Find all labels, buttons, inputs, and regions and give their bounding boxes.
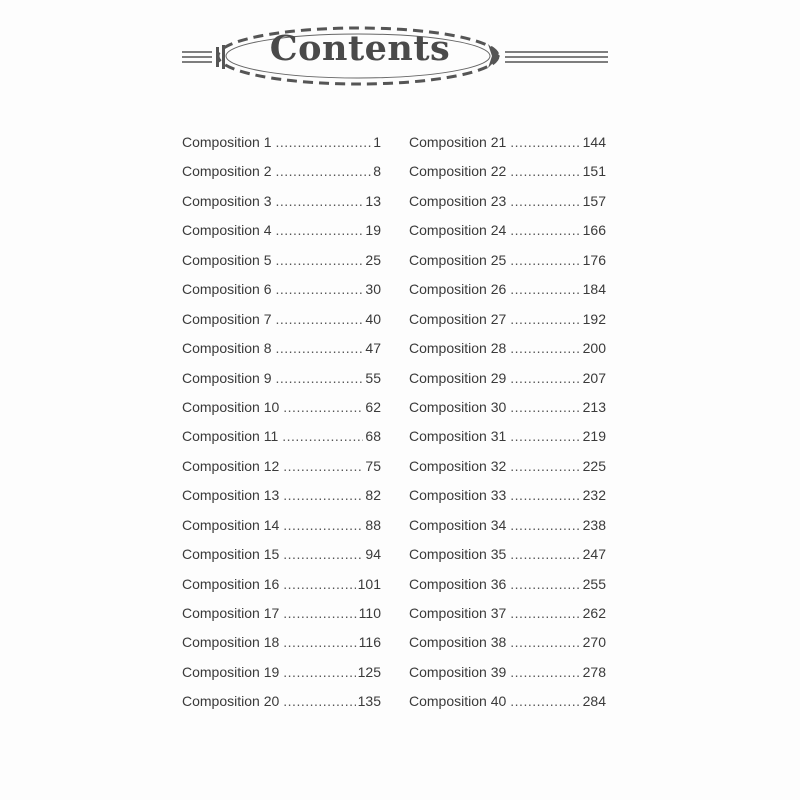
toc-entry-label: Composition 22 [409,163,507,180]
toc-entry-page: 144 [582,134,606,150]
toc-entry-page: 1 [373,134,381,150]
toc-leader-dots [276,364,364,393]
toc-leader-dots [276,334,364,363]
toc-leader-dots [510,628,580,657]
toc-leader-dots [283,540,363,569]
toc-leader-dots [283,511,363,540]
toc-entry [409,628,606,657]
toc-entry [409,422,606,451]
toc-entry-page: 47 [365,340,381,357]
toc-leader-dots [510,687,580,716]
toc-entry-label: Composition 39 [409,663,507,680]
toc-entry-page: 25 [365,251,381,268]
toc-leader-dots [510,393,580,422]
toc-entry [409,393,606,422]
toc-entry-page: 82 [365,487,381,504]
toc-entry-label: Composition 21 [409,134,507,150]
toc-entry-page: 19 [365,222,381,239]
toc-entry-page: 207 [582,369,606,386]
toc-entry-label: Composition 29 [409,369,507,386]
toc-leader-dots [283,599,356,628]
toc-entry [409,128,606,157]
toc-entry-page: 116 [358,634,381,651]
toc-entry-label: Composition 15 [182,546,280,563]
toc-column-left [182,128,381,717]
toc-entry [409,658,606,687]
toc-entry-page: 88 [365,516,381,533]
toc-leader-dots [276,246,364,275]
toc-leader-dots [276,157,372,186]
toc-entry [409,305,606,334]
toc-entry [409,364,606,393]
toc-leader-dots [510,305,580,334]
toc-entry [182,422,381,451]
toc-entry-page: 255 [582,575,606,592]
toc-entry-label: Composition 33 [409,487,507,504]
toc-leader-dots [282,422,363,451]
toc-entry-label: Composition 36 [409,575,507,592]
toc-entry [182,687,381,716]
toc-entry [409,187,606,216]
toc-entry [182,216,381,245]
toc-entry [409,275,606,304]
toc-entry [182,364,381,393]
toc-entry-page: 213 [582,398,606,415]
toc-leader-dots [510,187,580,216]
toc-entry-label: Composition 25 [409,251,507,268]
toc-entry-label: Composition 10 [182,398,280,415]
toc-leader-dots [276,187,364,216]
toc-entry [182,334,381,363]
toc-entry [409,334,606,363]
toc-entry-page: 232 [582,487,606,504]
toc-entry [409,687,606,716]
toc-entry-page: 8 [373,163,381,180]
toc-entry [182,128,381,157]
toc-entry [182,452,381,481]
toc-entry-page: 192 [582,310,606,327]
toc-entry-page: 184 [582,281,606,298]
toc-entry-label: Composition 31 [409,428,507,445]
toc-entry-page: 176 [582,251,606,268]
toc-entry-label: Composition 16 [182,575,280,592]
toc-entry-page: 262 [582,605,606,621]
toc-entry-label: Composition 24 [409,222,507,239]
toc-entry-page: 278 [582,663,606,680]
contents-header [0,0,800,110]
toc-entry-page: 247 [582,546,606,563]
toc-entry [182,157,381,186]
toc-entry [409,570,606,599]
toc-entry-label: Composition 7 [182,310,272,327]
toc-entry [409,452,606,481]
toc-entry-label: Composition 23 [409,192,507,209]
toc-entry [409,246,606,275]
toc-entry [182,187,381,216]
toc-entry [409,157,606,186]
toc-entry-label: Composition 19 [182,663,280,680]
toc-entry-label: Composition 32 [409,457,507,474]
toc-entry-page: 284 [582,693,606,710]
toc-leader-dots [283,628,356,657]
toc-leader-dots [283,570,355,599]
toc-leader-dots [510,570,580,599]
toc-leader-dots [510,658,580,687]
left-rule [182,52,212,62]
toc-entry-page: 101 [357,575,381,592]
toc-leader-dots [510,246,580,275]
toc-entry-label: Composition 40 [409,693,507,710]
toc-column-right [409,128,606,717]
toc-entry [182,511,381,540]
toc-entry-label: Composition 37 [409,605,507,621]
toc-entry [409,481,606,510]
toc-entry-label: Composition 18 [182,634,280,651]
toc-entry-page: 110 [358,605,381,621]
toc-entry-label: Composition 14 [182,516,280,533]
toc-entry-label: Composition 13 [182,487,280,504]
toc-leader-dots [510,275,580,304]
toc-entry-label: Composition 4 [182,222,272,239]
toc-leader-dots [283,393,363,422]
toc-entry-page: 200 [582,340,606,357]
toc-leader-dots [276,128,372,157]
toc-leader-dots [283,658,355,687]
toc-entry-page: 166 [582,222,606,239]
toc-entry [182,599,381,628]
toc-entry-label: Composition 3 [182,192,272,209]
toc-entry-label: Composition 17 [182,605,280,621]
toc-leader-dots [276,216,364,245]
toc-entry-label: Composition 6 [182,281,272,298]
toc-entry-page: 225 [582,457,606,474]
toc-entry-page: 157 [582,192,606,209]
toc-entry-page: 270 [582,634,606,651]
toc-leader-dots [510,511,580,540]
toc-entry-page: 219 [582,428,606,445]
toc-entry [409,511,606,540]
toc-entry-page: 238 [582,516,606,533]
toc-entry-label: Composition 20 [182,693,280,710]
toc-entry [182,570,381,599]
toc-entry-page: 40 [365,310,381,327]
toc-entry [409,216,606,245]
toc-leader-dots [510,599,580,628]
toc-entry-label: Composition 9 [182,369,272,386]
toc-leader-dots [510,422,580,451]
toc-entry [182,540,381,569]
toc-entry-label: Composition 8 [182,340,272,357]
toc-leader-dots [510,128,580,157]
toc-entry [182,275,381,304]
toc-entry-page: 13 [365,192,381,209]
toc-entry-label: Composition 12 [182,457,280,474]
toc-entry-label: Composition 34 [409,516,507,533]
toc-entry-page: 151 [582,163,606,180]
toc-entry-page: 30 [365,281,381,298]
toc-entry-page: 62 [365,398,381,415]
toc-leader-dots [510,334,580,363]
toc-leader-dots [510,216,580,245]
toc-leader-dots [510,481,580,510]
toc-leader-dots [510,364,580,393]
toc-entry-label: Composition 35 [409,546,507,563]
toc-entry-page: 75 [365,457,381,474]
toc-entry [409,540,606,569]
toc-entry [182,305,381,334]
toc-entry-label: Composition 2 [182,163,272,180]
toc-leader-dots [283,687,355,716]
toc-leader-dots [510,157,580,186]
toc-entry-label: Composition 28 [409,340,507,357]
toc-entry [182,628,381,657]
toc-entry-label: Composition 26 [409,281,507,298]
toc-entry-page: 94 [365,546,381,563]
toc-leader-dots [276,305,364,334]
toc-entry-label: Composition 1 [182,134,272,150]
right-rule [505,52,608,62]
toc-entry [182,393,381,422]
toc-entry-page: 68 [365,428,381,445]
toc-leader-dots [276,275,364,304]
toc-entry-page: 125 [357,663,381,680]
toc-leader-dots [510,540,580,569]
toc-entry-label: Composition 27 [409,310,507,327]
toc-entry-page: 135 [357,693,381,710]
toc-entry [182,658,381,687]
page-title: Contents [269,28,451,69]
toc-leader-dots [283,452,363,481]
toc-entry-label: Composition 38 [409,634,507,651]
toc-entry [182,246,381,275]
toc-entry [182,481,381,510]
toc-entry-label: Composition 30 [409,398,507,415]
toc-entry-page: 55 [365,369,381,386]
toc-entry [409,599,606,628]
toc-entry-label: Composition 5 [182,251,272,268]
toc-leader-dots [510,452,580,481]
toc-leader-dots [283,481,363,510]
toc-entry-label: Composition 11 [182,428,279,445]
